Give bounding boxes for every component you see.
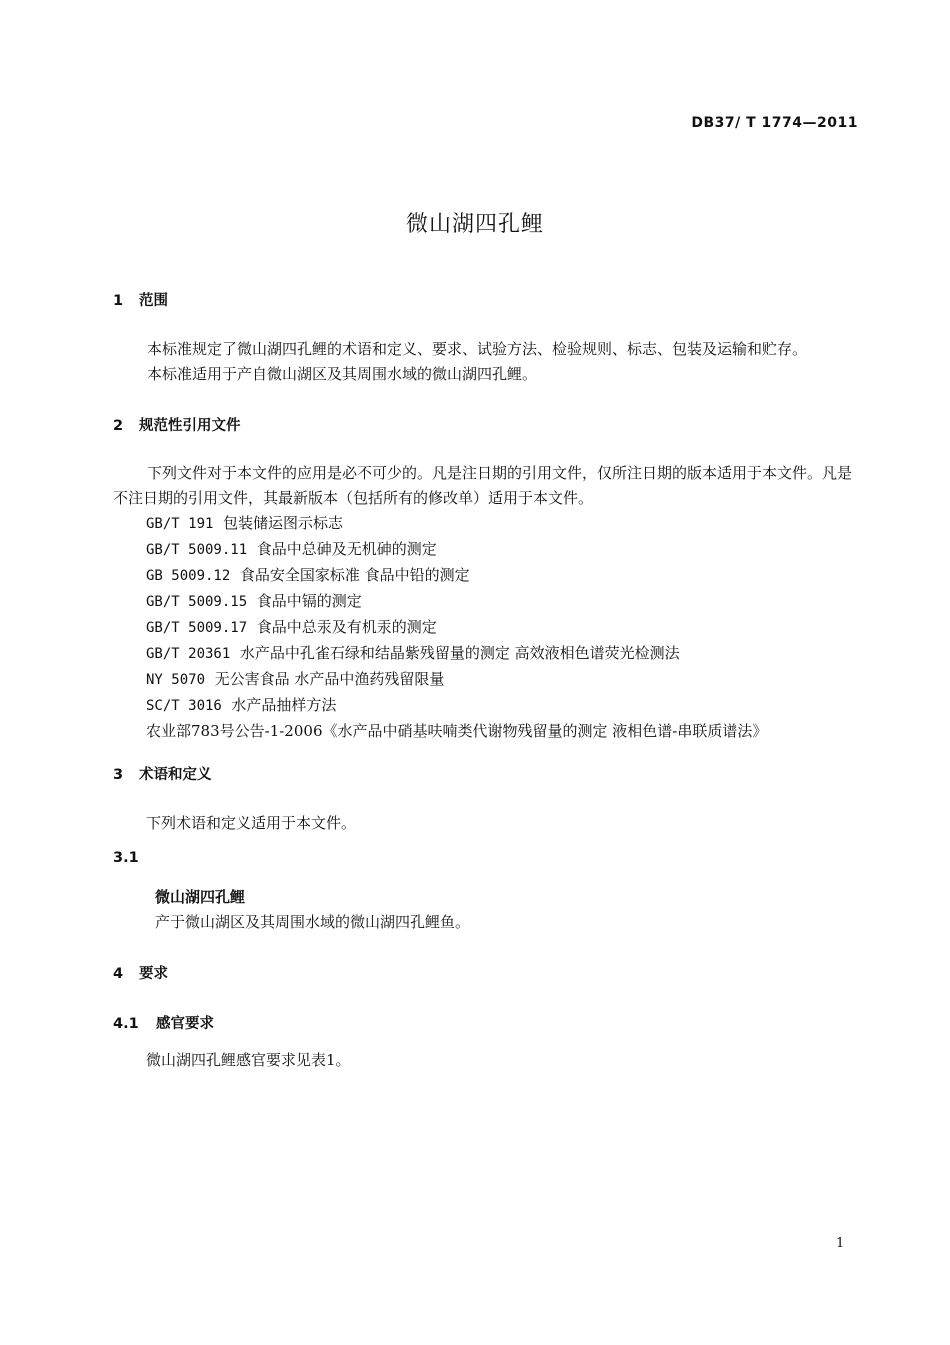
reference-name: 食品中镉的测定 (256, 592, 362, 610)
section-2-intro (113, 461, 861, 511)
document-title: 微山湖四孔鲤 (405, 212, 544, 237)
section-title: 要求 (139, 966, 168, 982)
reference-code: GB/T 191 (146, 516, 214, 532)
reference-item (146, 511, 767, 537)
section-title: 规范性引用文件 (139, 418, 241, 434)
reference-name: 食品安全国家标准 食品中铅的测定 (239, 566, 470, 584)
subsection-title: 感官要求 (156, 1016, 214, 1032)
reference-code: GB/T 5009.11 (146, 542, 248, 558)
paragraph: 本标准规定了微山湖四孔鲤的术语和定义、要求、试验方法、检验规则、标志、包装及运输和贮存。 (147, 340, 808, 358)
section-1-body (113, 337, 861, 387)
reference-item (146, 537, 767, 563)
page-number: 1 (836, 1236, 845, 1251)
section-3-intro: 下列术语和定义适用于本文件。 (146, 814, 357, 832)
section-2-heading (113, 414, 241, 435)
standard-code: DB37/ T 1774—2011 (691, 115, 858, 131)
paragraph: 下列文件对于本文件的应用是必不可少的。凡是注日期的引用文件，仅所注日期的版本适用于本文件。凡是不注日期的引用文件，其最新版本（包括所有的修改单）适用于本文件。 (113, 464, 853, 507)
reference-item (146, 693, 767, 719)
reference-code: GB/T 5009.17 (146, 620, 248, 636)
reference-full: 农业部783号公告-1-2006《水产品中硝基呋喃类代谢物残留量的测定 液相色谱-串联质谱法》 (146, 722, 768, 740)
section-number: 3 (113, 767, 124, 783)
section-4-heading (113, 962, 168, 983)
section-1-heading (113, 289, 168, 310)
reference-name: 包装储运图示标志 (222, 514, 343, 532)
reference-code: NY 5070 (146, 672, 206, 688)
section-number: 1 (113, 293, 124, 309)
reference-item (146, 589, 767, 615)
reference-item (146, 719, 767, 744)
term-number: 3.1 (113, 850, 139, 866)
section-number: 2 (113, 418, 124, 434)
reference-item (146, 641, 767, 667)
reference-code: GB/T 20361 (146, 646, 231, 662)
reference-name: 无公害食品 水产品中渔药残留限量 (214, 670, 445, 688)
section-number: 4 (113, 966, 124, 982)
reference-name: 食品中总砷及无机砷的测定 (256, 540, 437, 558)
reference-code: GB/T 5009.15 (146, 594, 248, 610)
reference-code: SC/T 3016 (146, 698, 222, 714)
reference-code: GB 5009.12 (146, 568, 231, 584)
reference-item (146, 615, 767, 641)
section-3-heading (113, 763, 212, 784)
reference-item (146, 667, 767, 693)
reference-list (146, 511, 767, 744)
subsection-number: 4.1 (113, 1016, 139, 1032)
term-definition: 产于微山湖区及其周围水域的微山湖四孔鲤鱼。 (155, 913, 471, 931)
section-4-text: 微山湖四孔鲤感官要求见表1。 (146, 1051, 351, 1069)
reference-name: 水产品中孔雀石绿和结晶紫残留量的测定 高效液相色谱荧光检测法 (239, 644, 680, 662)
term-name: 微山湖四孔鲤 (155, 888, 246, 906)
section-title: 范围 (139, 293, 168, 309)
paragraph: 本标准适用于产自微山湖区及其周围水域的微山湖四孔鲤。 (147, 365, 538, 383)
subsection-4-1-heading (113, 1012, 214, 1033)
reference-item (146, 563, 767, 589)
reference-name: 水产品抽样方法 (231, 696, 337, 714)
reference-name: 食品中总汞及有机汞的测定 (256, 618, 437, 636)
section-title: 术语和定义 (139, 767, 212, 783)
